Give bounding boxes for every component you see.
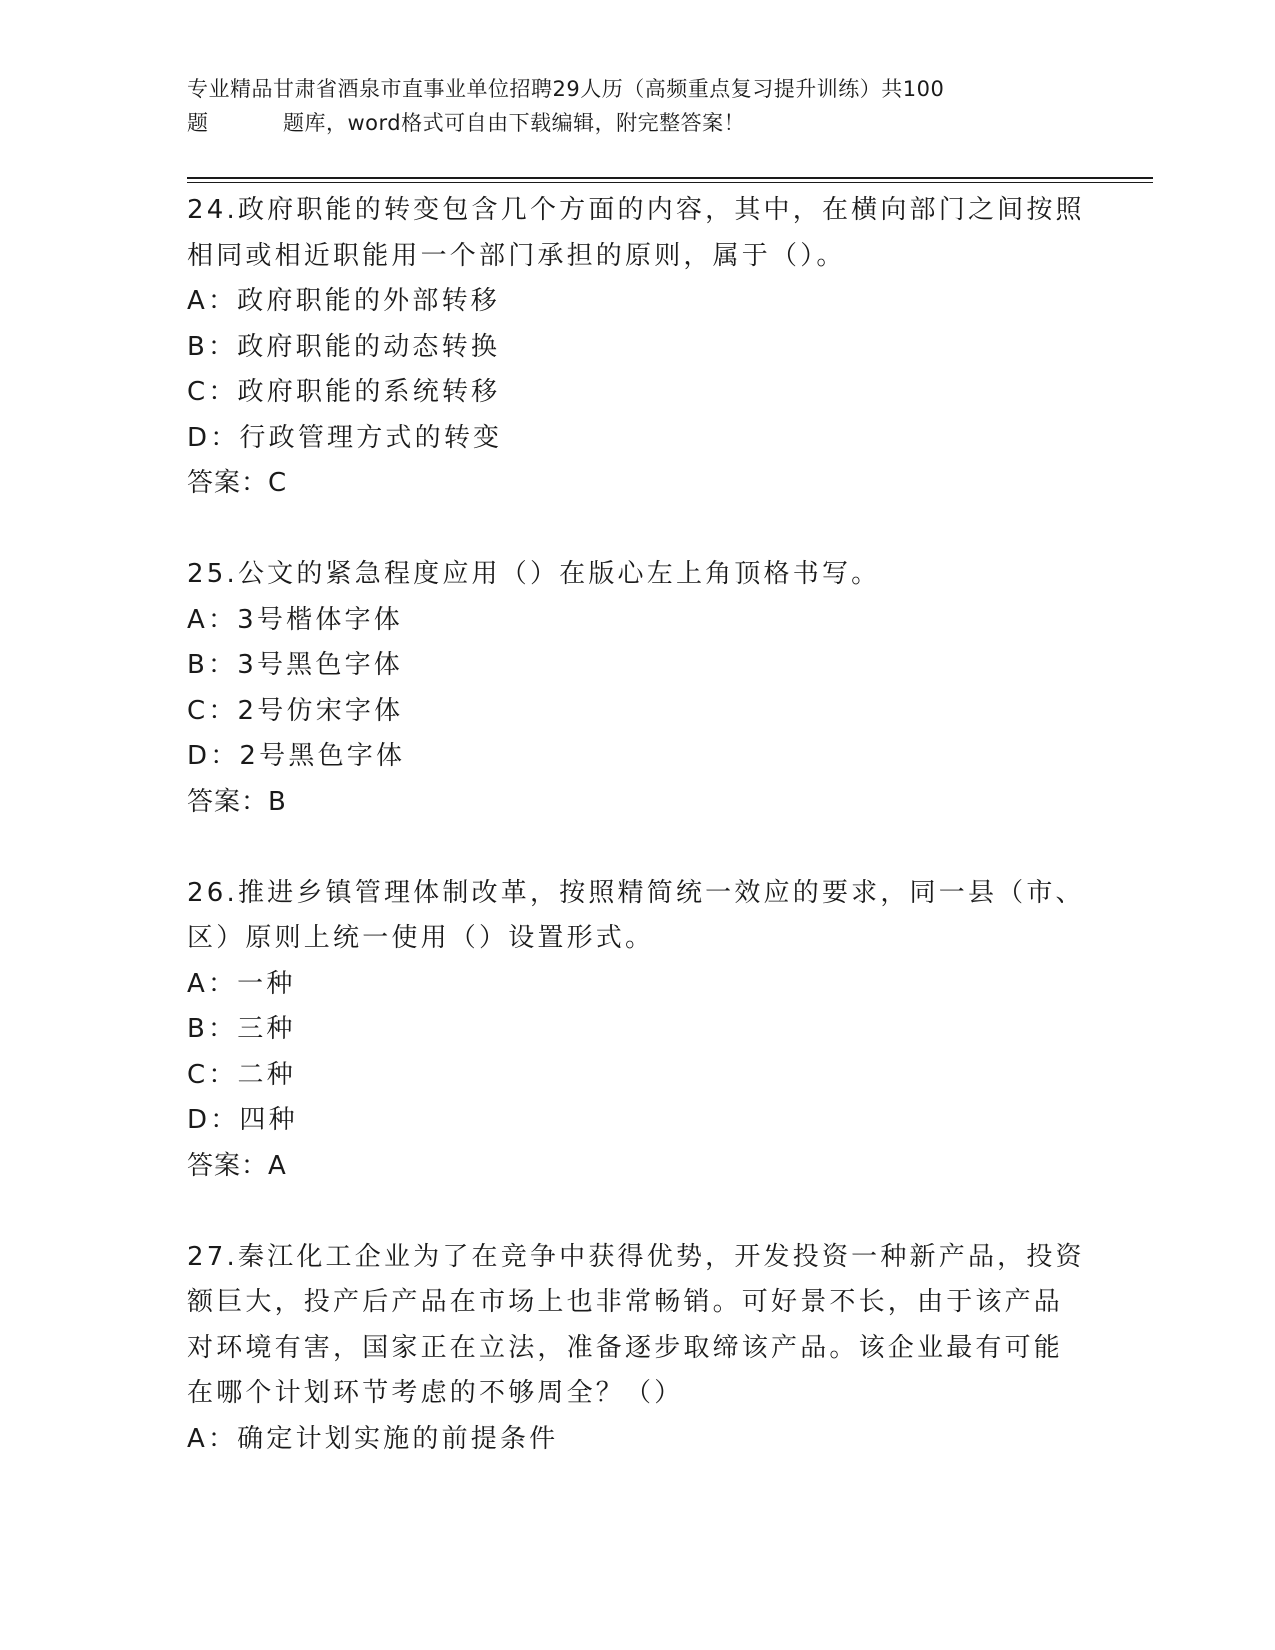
question-stem-line: 25.公文的紧急程度应用（）在版心左上角顶格书写。 xyxy=(187,559,881,589)
question-stem-line: 26.推进乡镇管理体制改革，按照精简统一效应的要求，同一县（市、 xyxy=(187,877,1085,908)
option-a: A：确定计划实施的前提条件 xyxy=(187,1423,559,1454)
question-stem-line: 对环境有害，国家正在立法，准备逐步取缔该产品。该企业最有可能 xyxy=(187,1332,1064,1363)
header-divider-thin xyxy=(187,182,1153,183)
option-a: A：政府职能的外部转移 xyxy=(187,286,500,316)
option-b: B：政府职能的动态转换 xyxy=(187,331,501,362)
option-c: C：政府职能的系统转移 xyxy=(187,377,501,407)
header-line-2-left: 题 xyxy=(187,111,209,135)
option-c: C：二种 xyxy=(187,1059,296,1090)
question-25 xyxy=(187,552,1087,825)
option-b: B：三种 xyxy=(187,1014,296,1044)
question-gap xyxy=(187,507,1087,553)
option-c: C：2号仿宋字体 xyxy=(187,695,404,726)
question-stem-line: 额巨大，投产后产品在市场上也非常畅销。可好景不长，由于该产品 xyxy=(187,1287,1064,1317)
option-d: D：行政管理方式的转变 xyxy=(187,422,503,453)
question-24 xyxy=(187,188,1087,507)
question-26 xyxy=(187,871,1087,1190)
option-a: A：一种 xyxy=(187,968,296,999)
answer: 答案：C xyxy=(187,468,288,498)
answer: 答案：A xyxy=(187,1150,287,1181)
question-27 xyxy=(187,1235,1087,1463)
option-b: B：3号黑色字体 xyxy=(187,650,403,680)
question-stem-line: 区）原则上统一使用（）设置形式。 xyxy=(187,923,655,953)
question-list xyxy=(187,188,1087,1462)
question-gap xyxy=(187,1189,1087,1235)
question-stem-line: 24.政府职能的转变包含几个方面的内容，其中，在横向部门之间按照 xyxy=(187,195,1085,225)
question-stem-line: 在哪个计划环节考虑的不够周全？（） xyxy=(187,1378,684,1408)
header-title-line-1: 专业精品甘肃省酒泉市直事业单位招聘29人历（高频重点复习提升训练）共100 xyxy=(187,77,945,101)
header-divider-thick xyxy=(187,177,1153,179)
header-line-2-right: 题库，word格式可自由下载编辑，附完整答案！ xyxy=(283,111,746,135)
question-gap xyxy=(187,825,1087,871)
option-d: D：四种 xyxy=(187,1105,298,1135)
option-a: A：3号楷体字体 xyxy=(187,604,403,635)
answer: 答案：B xyxy=(187,786,287,817)
page-header xyxy=(187,72,1067,140)
question-stem-line: 相同或相近职能用一个部门承担的原则，属于（）。 xyxy=(187,240,846,271)
question-stem-line: 27.秦江化工企业为了在竞争中获得优势，开发投资一种新产品，投资 xyxy=(187,1241,1085,1272)
option-d: D：2号黑色字体 xyxy=(187,741,406,771)
header-title-line-2 xyxy=(187,106,1067,140)
